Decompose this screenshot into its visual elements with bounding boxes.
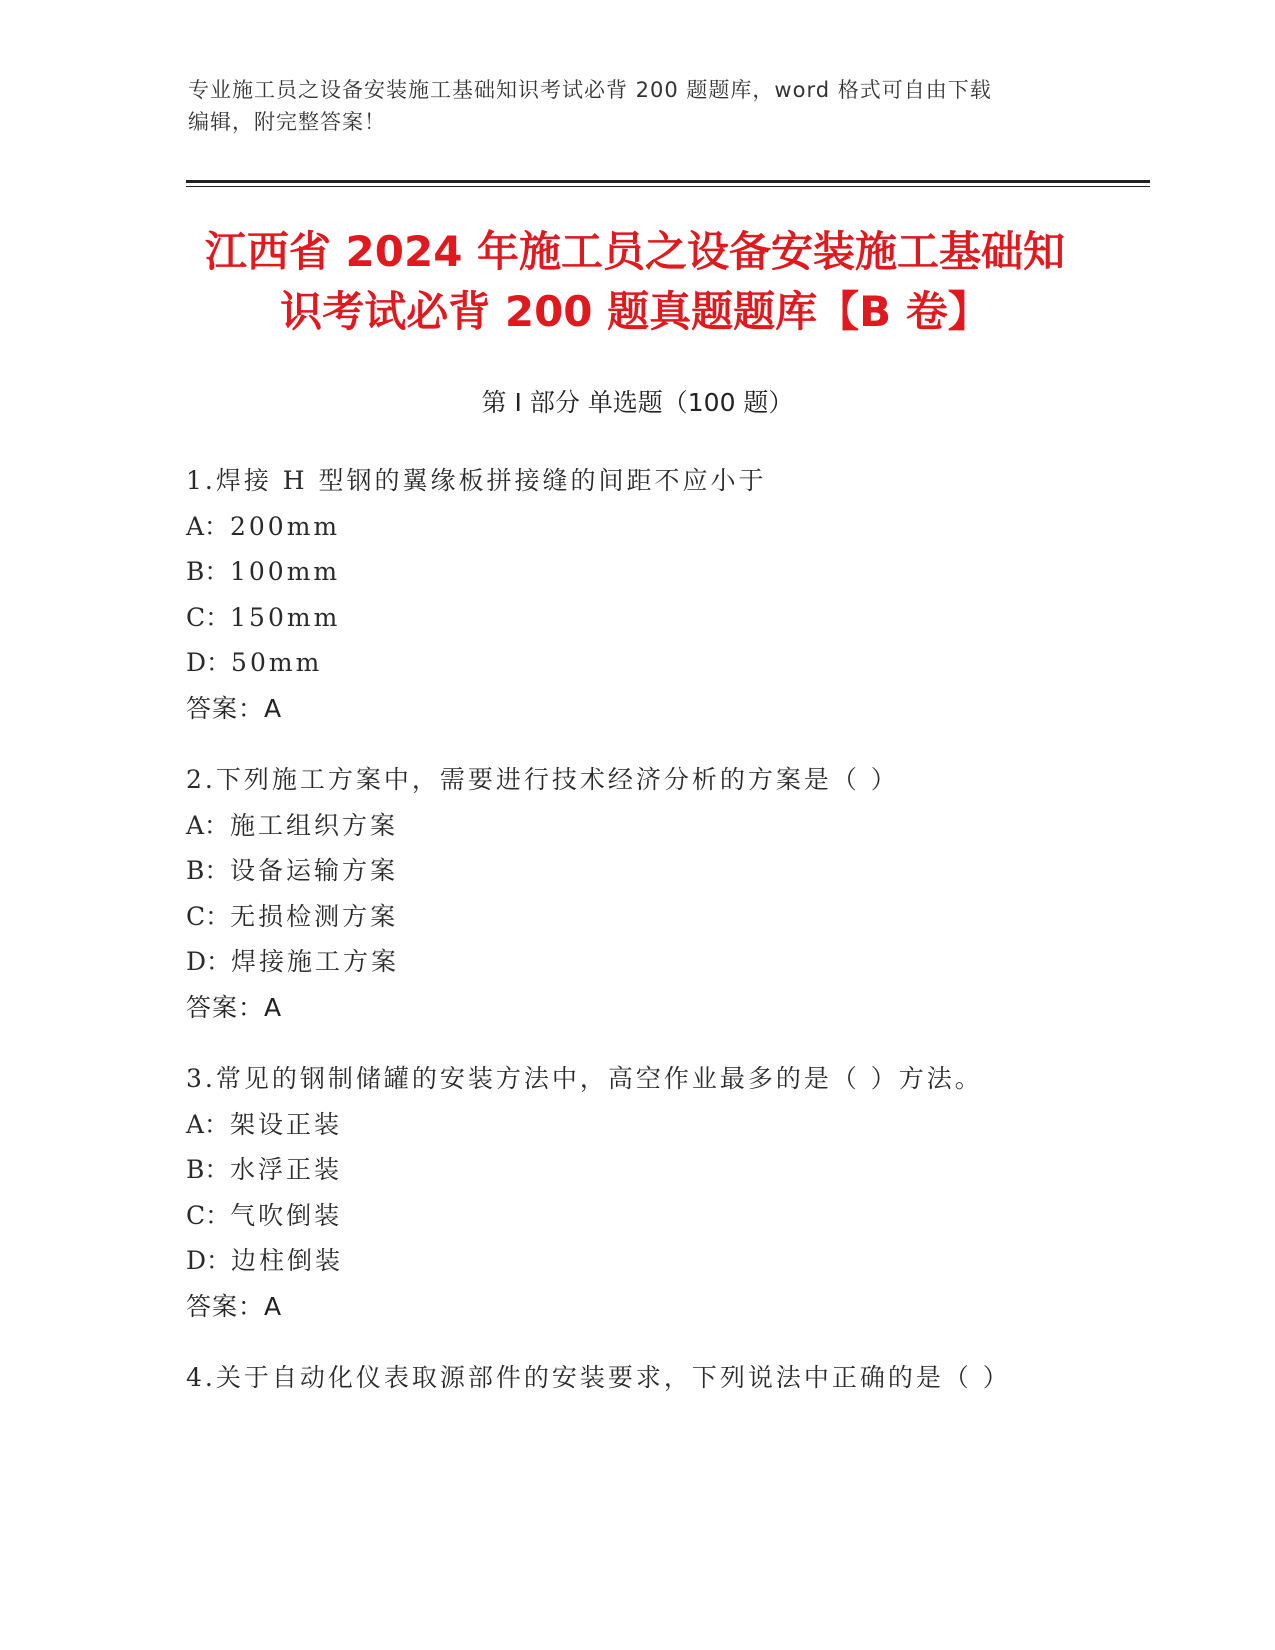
- option-text: 施工组织方案: [230, 810, 399, 840]
- option-c: [186, 595, 1146, 641]
- header-note-line-1: 专业施工员之设备安装施工基础知识考试必背 200 题题库，word 格式可自由下载: [188, 78, 992, 102]
- title-line-2: 识考试必背 200 题真题题库【B 卷】: [280, 287, 990, 336]
- header-note-line-2: 编辑，附完整答案！: [188, 110, 386, 134]
- title-line-1: 江西省 2024 年施工员之设备安装施工基础知: [204, 227, 1066, 276]
- option-text: 焊接施工方案: [231, 947, 400, 976]
- option-text: 架设正装: [230, 1109, 343, 1139]
- option-b: [186, 1147, 1146, 1193]
- question-3: [186, 1056, 1146, 1329]
- option-letter: B：: [186, 557, 230, 586]
- header-divider-thin: [186, 186, 1150, 187]
- option-letter: D：: [186, 947, 232, 976]
- question-stem: 4.关于自动化仪表取源部件的安装要求，下列说法中正确的是（ ）: [186, 1363, 1011, 1392]
- option-letter: D：: [186, 1246, 232, 1275]
- answer: 答案：A: [186, 1291, 283, 1321]
- option-text: 设备运输方案: [230, 856, 399, 885]
- option-a: [186, 504, 1146, 550]
- option-letter: B：: [186, 856, 230, 885]
- option-text: 水浮正装: [230, 1155, 343, 1184]
- option-letter: D：: [186, 648, 232, 677]
- option-d: [186, 939, 1146, 985]
- header-divider-thick: [186, 180, 1150, 183]
- document-title: [150, 222, 1120, 342]
- question-4: [186, 1355, 1146, 1401]
- option-letter: C：: [186, 901, 231, 931]
- answer: 答案：A: [186, 693, 283, 723]
- option-text: 无损检测方案: [230, 901, 399, 931]
- option-letter: C：: [186, 1200, 231, 1230]
- option-letter: B：: [186, 1155, 230, 1184]
- header-note: [188, 74, 1088, 138]
- option-text: 边柱倒装: [231, 1246, 344, 1275]
- option-b: [186, 549, 1146, 595]
- option-text: 气吹倒装: [230, 1200, 343, 1230]
- section-heading: 第 I 部分 单选题（100 题）: [481, 388, 794, 417]
- option-a: [186, 1102, 1146, 1148]
- option-letter: C：: [186, 602, 231, 632]
- question-list: [186, 466, 1146, 1445]
- option-letter: A：: [186, 1109, 230, 1139]
- option-d: [186, 640, 1146, 686]
- question-stem: 2.下列施工方案中，需要进行技术经济分析的方案是（ ）: [186, 765, 899, 794]
- option-text: 50mm: [231, 648, 323, 677]
- question-stem: 3.常见的钢制储罐的安装方法中，高空作业最多的是（ ）方法。: [186, 1064, 983, 1093]
- question-1: [186, 458, 1146, 731]
- question-stem: 1.焊接 H 型钢的翼缘板拼接缝的间距不应小于: [186, 466, 767, 495]
- option-text: 100mm: [230, 557, 341, 586]
- option-c: [186, 1193, 1146, 1239]
- question-2: [186, 757, 1146, 1030]
- option-letter: A：: [186, 810, 230, 840]
- option-c: [186, 894, 1146, 940]
- option-text: 150mm: [230, 602, 341, 632]
- option-letter: A：: [186, 511, 230, 541]
- option-d: [186, 1238, 1146, 1284]
- option-b: [186, 848, 1146, 894]
- answer: 答案：A: [186, 992, 283, 1022]
- option-a: [186, 803, 1146, 849]
- option-text: 200mm: [230, 511, 341, 541]
